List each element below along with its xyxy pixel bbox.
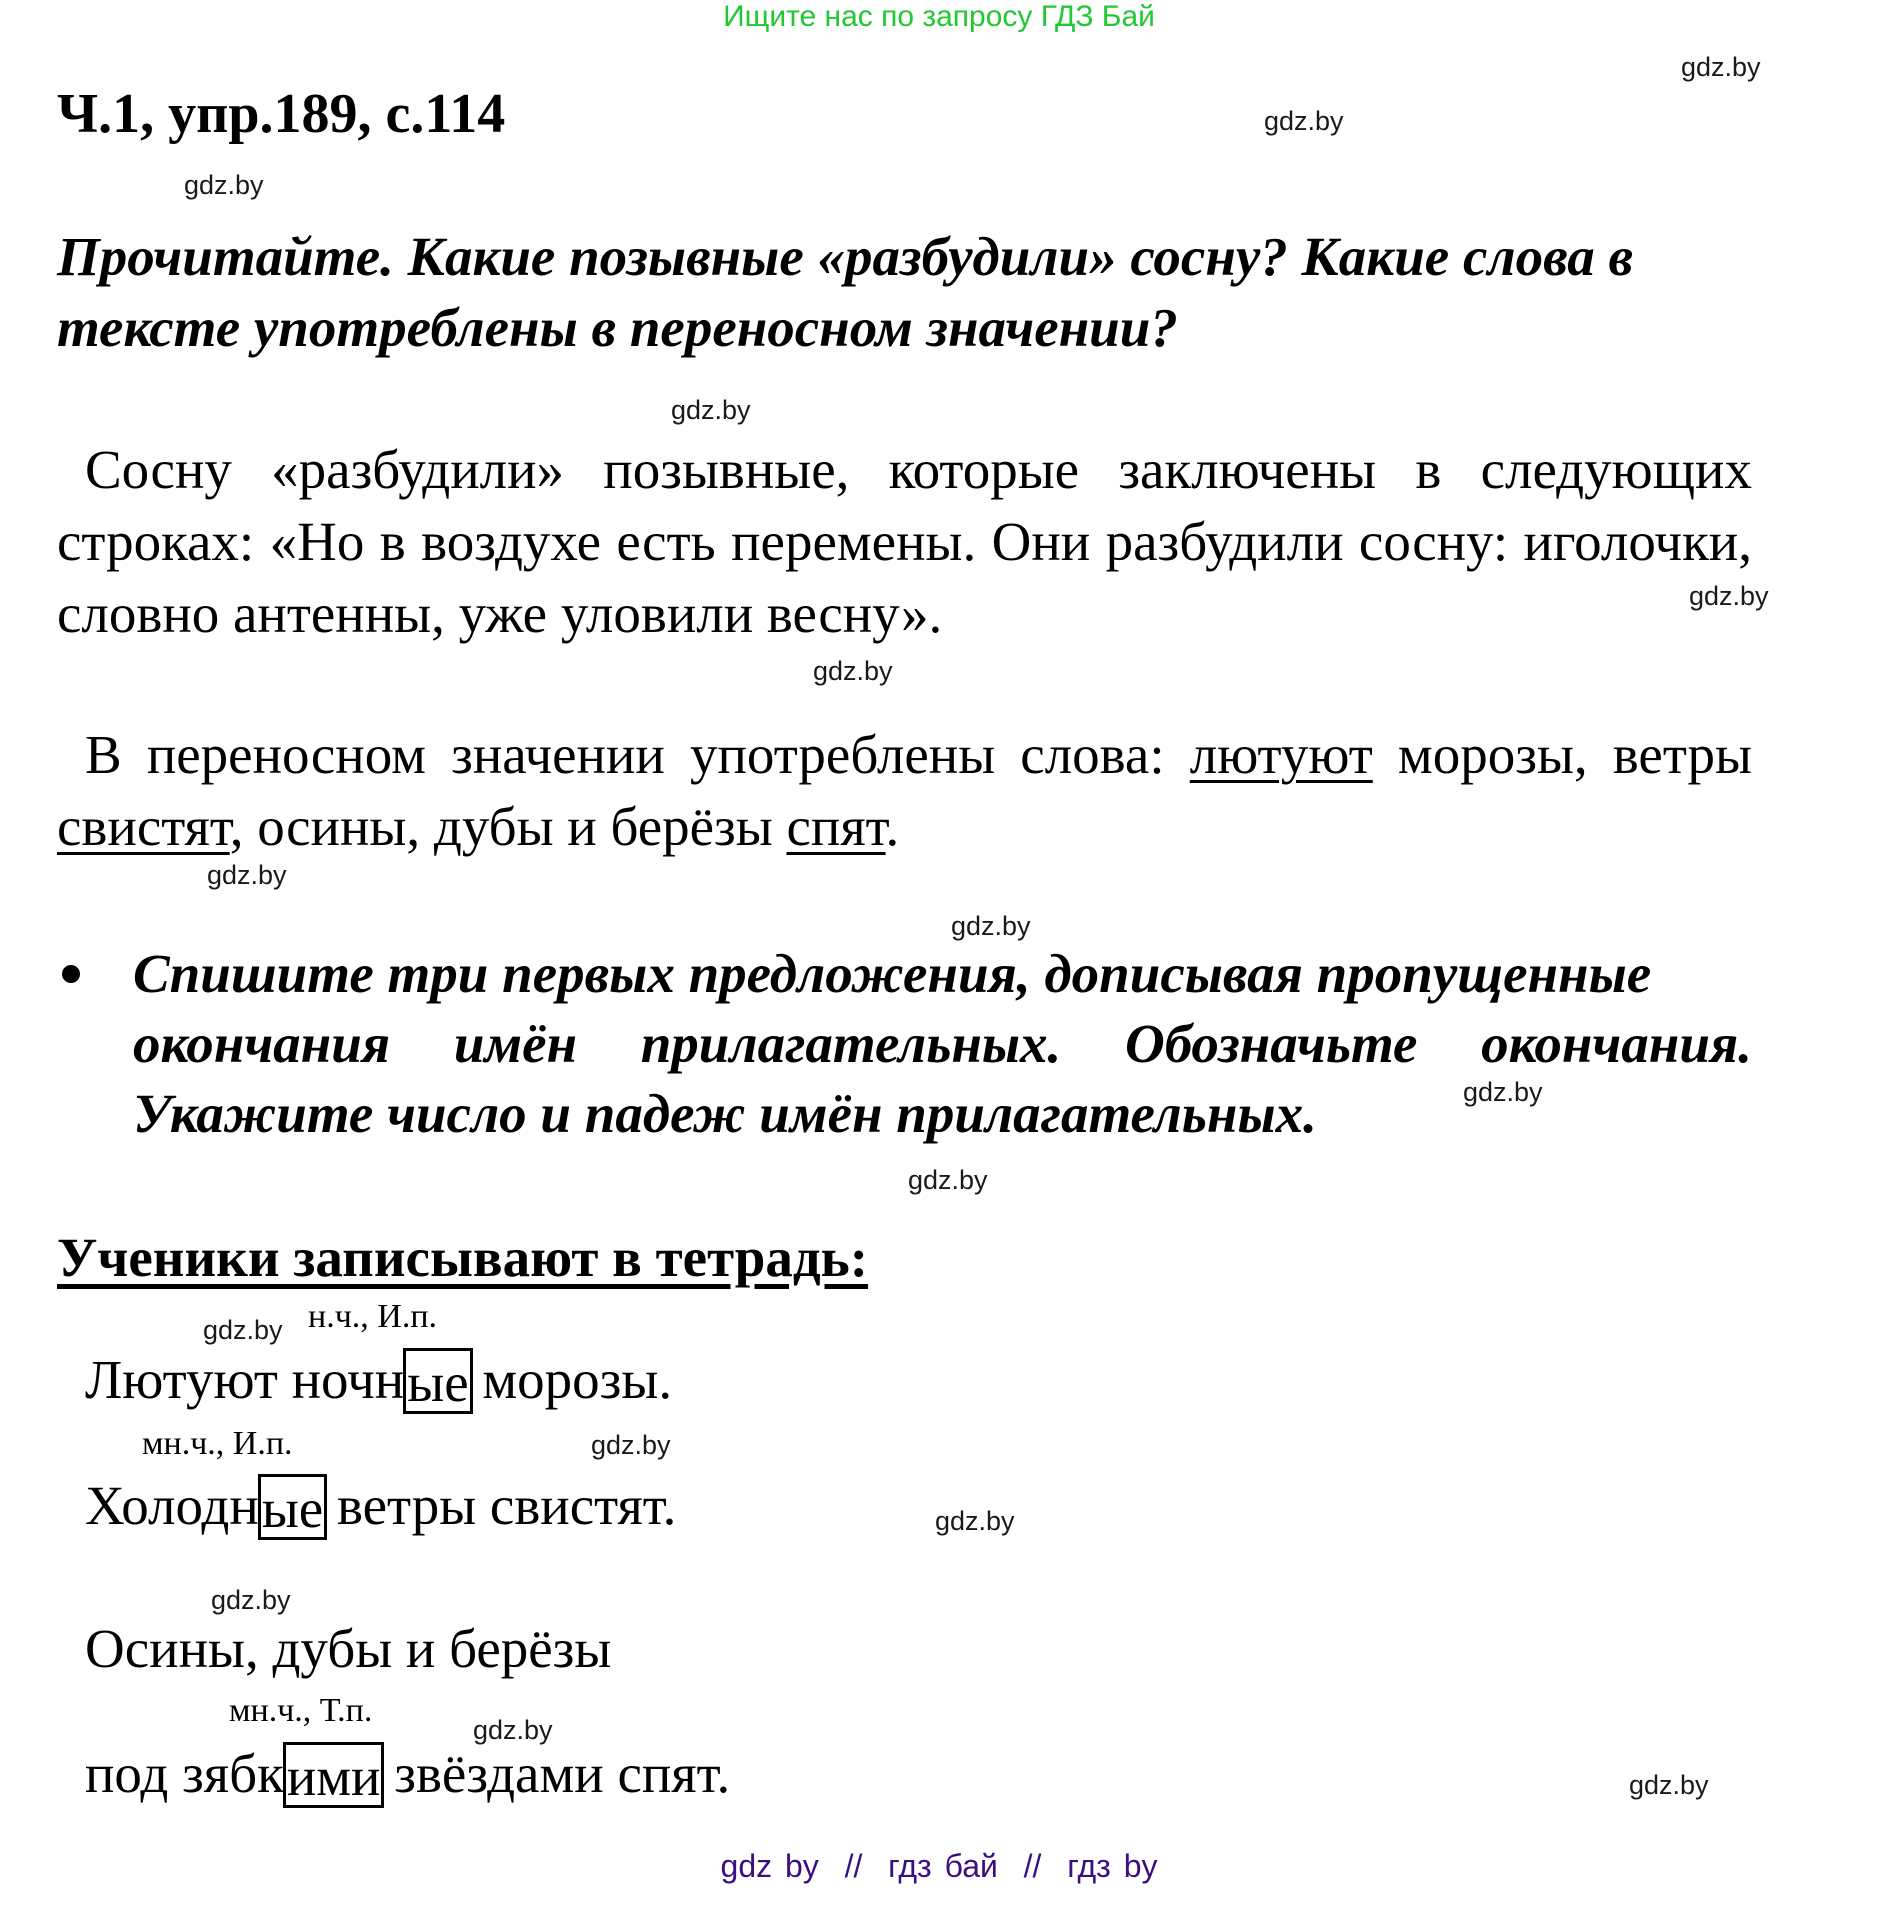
- answer-text: Сосну «разбудили» позывные, которые заключены в следующих строках: «Но в воздухе есть перемены. Они разбудили сосну: иголочки, словно антенны, уже уловили весну».: [57, 439, 1752, 644]
- page-title: Ч.1, упр.189, с.114: [57, 83, 506, 145]
- sentence-text: под зябк: [85, 1743, 284, 1804]
- notebook-sentence-4: [85, 1742, 730, 1808]
- watermark: gdz.by: [591, 1430, 671, 1460]
- watermark: gdz.by: [813, 656, 893, 686]
- notebook-sentence-3: Осины, дубы и берёзы: [85, 1618, 612, 1679]
- watermark: gdz.by: [1264, 106, 1344, 136]
- bullet-task-line-1: Спишите три первых предложения, дописывая пропущенные: [133, 943, 1652, 1004]
- watermark: gdz.by: [1463, 1077, 1543, 1107]
- answer-text: морозы, ветры: [1372, 724, 1753, 785]
- underlined-word: спят: [786, 796, 886, 857]
- watermark: gdz.by: [211, 1585, 291, 1615]
- watermark: gdz.by: [207, 860, 287, 890]
- ending-box: ые: [258, 1474, 327, 1540]
- grammar-note: мн.ч., И.п.: [142, 1425, 293, 1462]
- task-question-line-1: Прочитайте. Какие позывные «разбудили» сосну? Какие слова в: [57, 226, 1634, 287]
- sentence-text: звёздами спят.: [380, 1743, 731, 1804]
- bullet-task-line-3: Укажите число и падеж имён прилагательных.: [133, 1083, 1317, 1144]
- watermark: gdz.by: [1629, 1770, 1709, 1800]
- footer-links: gdz by // гдз бай // гдз by: [720, 1848, 1158, 1884]
- watermark: gdz.by: [951, 911, 1031, 941]
- task-question-line-2: тексте употреблены в переносном значении?: [57, 297, 1178, 358]
- watermark: gdz.by: [671, 395, 751, 425]
- sentence-text: Лютуют ночн: [85, 1349, 405, 1410]
- watermark: gdz.by: [935, 1506, 1015, 1536]
- grammar-note: н.ч., И.п.: [308, 1298, 438, 1335]
- watermark: gdz.by: [473, 1715, 553, 1745]
- notebook-heading: Ученики записывают в тетрадь:: [57, 1227, 869, 1288]
- answer-text: , осины, дубы и берёзы: [229, 796, 787, 857]
- answer-paragraph-2: [57, 719, 1752, 863]
- sentence-text: Холодн: [85, 1475, 259, 1536]
- ending-box: ые: [403, 1348, 472, 1414]
- grammar-note: мн.ч., Т.п.: [229, 1692, 373, 1729]
- underlined-word: лютуют: [1189, 724, 1373, 785]
- answer-paragraph-1: [57, 434, 1752, 650]
- sentence-text: морозы.: [468, 1349, 673, 1410]
- answer-text: В переносном значении употреблены слова:: [85, 724, 1190, 785]
- watermark: gdz.by: [908, 1165, 988, 1195]
- watermark: gdz.by: [203, 1315, 283, 1345]
- watermark: gdz.by: [184, 170, 264, 200]
- bullet-icon: [62, 965, 80, 983]
- bullet-task-line-2: окончания имён прилагательных. Обозначьте окончания.: [133, 1013, 1752, 1074]
- underlined-word: свистят: [57, 796, 230, 857]
- ending-box: ими: [283, 1742, 385, 1808]
- promo-banner: Ищите нас по запросу ГДЗ Бай: [723, 0, 1155, 33]
- watermark: gdz.by: [1681, 52, 1761, 82]
- sentence-text: ветры свистят.: [323, 1475, 677, 1536]
- answer-text: .: [885, 796, 900, 857]
- notebook-sentence-2: [85, 1474, 676, 1540]
- watermark: gdz.by: [1689, 581, 1769, 611]
- notebook-sentence-1: [85, 1348, 672, 1414]
